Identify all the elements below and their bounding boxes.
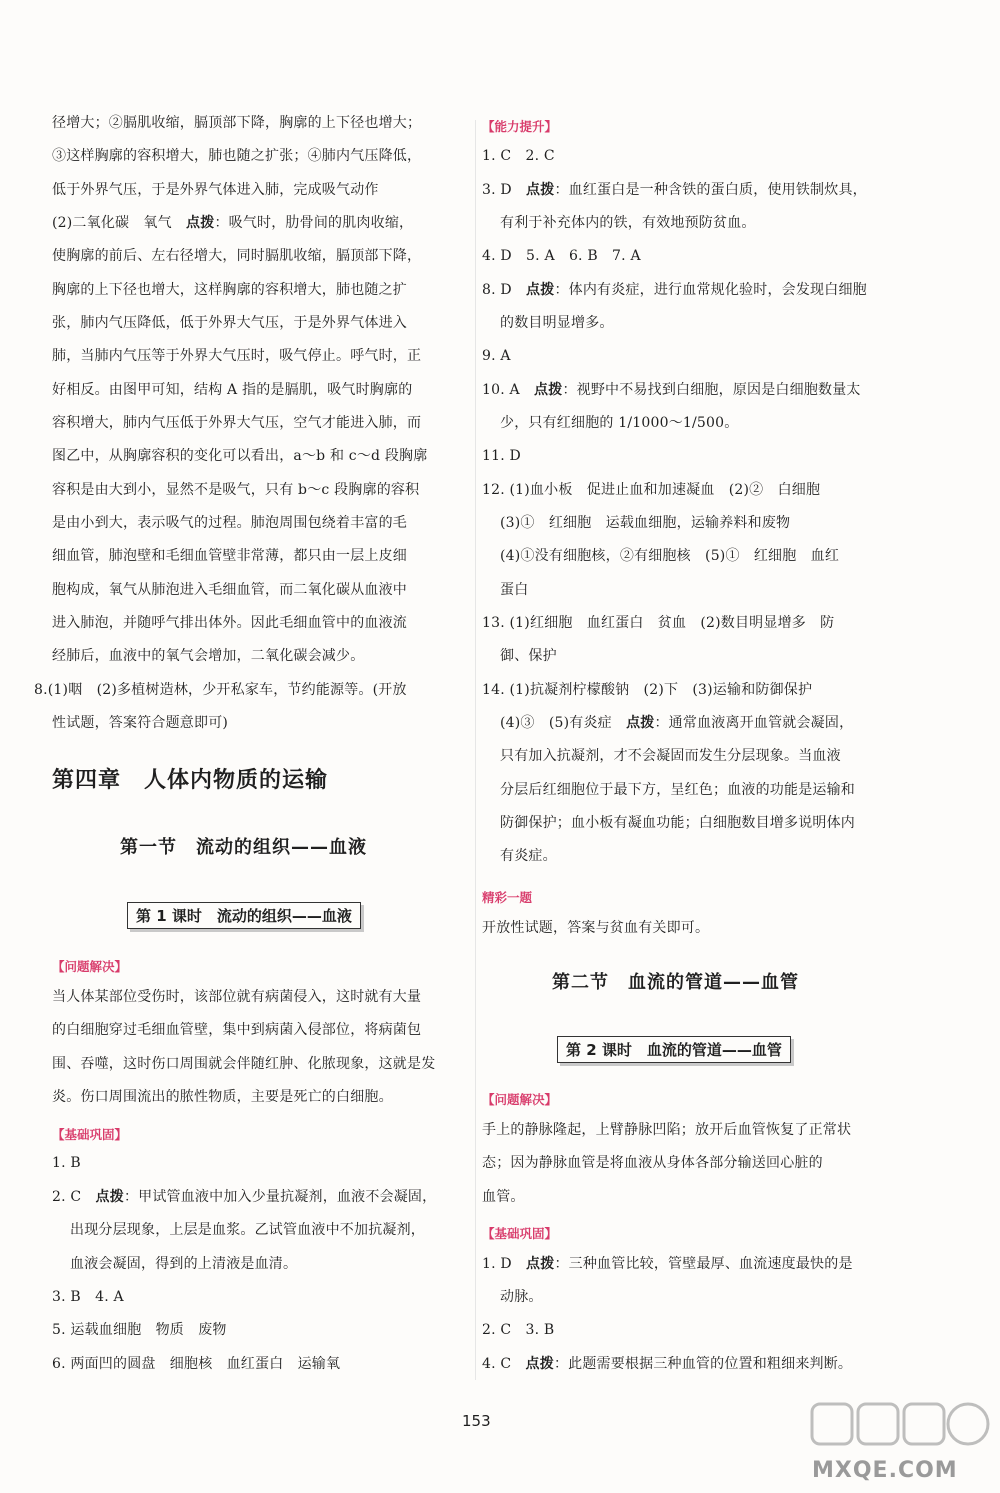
answer-line: 1. D 点拨：三种血管比较，管壁最厚、血流速度最快的是	[482, 1256, 853, 1272]
text-line: 血液会凝固，得到的上清液是血清。	[70, 1256, 298, 1272]
text-line: 动脉。	[500, 1289, 543, 1305]
section-title: 第二节 血流的管道——血管	[552, 972, 799, 993]
hint-keyword: 点拨	[626, 715, 655, 731]
answer-line: 9. A	[482, 348, 511, 364]
tag-featured-question: 精彩一题	[482, 890, 533, 905]
answer-line: 12. (1)血小板 促进止血和加速凝血 (2)② 白细胞	[482, 482, 821, 498]
answer-line: 2. C 3. B	[482, 1322, 555, 1338]
answer-line: 5. 运载血细胞 物质 废物	[52, 1322, 227, 1338]
text-line: 容积是由大到小，显然不是吸气，只有 b～c 段胸廓的容积	[52, 482, 420, 498]
answer-line: 13. (1)红细胞 血红蛋白 贫血 (2)数目明显增多 防	[482, 615, 835, 631]
text-line: 性试题，答案符合题意即可)	[52, 715, 229, 731]
text-line: 图乙中，从胸廓容积的变化可以看出，a～b 和 c～d 段胸廓	[52, 448, 428, 464]
tag-basic-consolidation: 【基础巩固】	[52, 1127, 128, 1142]
text-line: 胞构成，氧气从肺泡进入毛细血管，而二氧化碳从血液中	[52, 582, 407, 598]
text-line: 胸廓的上下径也增大，这样胸廓的容积增大，肺也随之扩	[52, 282, 407, 298]
answer-line: 1. B	[52, 1155, 81, 1171]
text-line: (2)二氧化碳 氧气 点拨：吸气时，肋骨间的肌肉收缩，	[52, 215, 414, 231]
text-line: 是由小到大，表示吸气的过程。肺泡周围包绕着丰富的毛	[52, 515, 407, 531]
text-line: ③这样胸廓的容积增大，肺也随之扩张；④肺内气压降低，	[52, 148, 422, 164]
text-line: 出现分层现象，上层是血浆。乙试管血液中不加抗凝剂，	[70, 1222, 425, 1238]
tag-basic-consolidation: 【基础巩固】	[482, 1226, 558, 1241]
text-line: 手上的静脉隆起，上臂静脉凹陷；放开后血管恢复了正常状	[482, 1122, 852, 1138]
hint-keyword: 点拨	[526, 182, 555, 198]
text-line: 御、保护	[500, 648, 557, 664]
tag-ability-improvement: 【能力提升】	[482, 119, 558, 134]
hint-keyword: 点拨	[534, 382, 563, 398]
text-line: 态；因为静脉血管是将血液从身体各部分输送回心脏的	[482, 1155, 823, 1171]
answer-line: 10. A 点拨：视野中不易找到白细胞，原因是白细胞数量太	[482, 382, 861, 398]
text-line: 张，肺内气压降低，低于外界大气压，于是外界气体进入	[52, 315, 407, 331]
column-divider	[475, 120, 476, 1380]
text-line: 炎。伤口周围流出的脓性物质，主要是死亡的白细胞。	[52, 1089, 393, 1105]
text-line: 开放性试题，答案与贫血有关即可。	[482, 920, 710, 936]
text-line: (3)① 红细胞 运载血细胞，运输养料和废物	[500, 515, 791, 531]
answer-line: 4. C 点拨：此题需要根据三种血管的位置和粗细来判断。	[482, 1356, 853, 1372]
text-line: 经肺后，血液中的氧气会增加，二氧化碳会减少。	[52, 648, 365, 664]
answer-line: 4. D 5. A 6. B 7. A	[482, 248, 641, 264]
hint-keyword: 点拨	[95, 1189, 124, 1205]
tag-problem-solving: 【问题解决】	[482, 1092, 558, 1107]
text-line: 血管。	[482, 1189, 525, 1205]
text-line: 细血管，肺泡壁和毛细血管壁非常薄，都只由一层上皮细	[52, 548, 407, 564]
text-line: 径增大；②膈肌收缩，膈顶部下降，胸廓的上下径也增大；	[52, 115, 422, 131]
answer-line: 14. (1)抗凝剂柠檬酸钠 (2)下 (3)运输和防御保护	[482, 682, 813, 698]
text-line: 少，只有红细胞的 1/1000～1/500。	[500, 415, 739, 431]
text-line: 使胸廓的前后、左右径增大，同时膈肌收缩，膈顶部下降，	[52, 248, 422, 264]
answer-line: 1. C 2. C	[482, 148, 555, 164]
text-line: 进入肺泡，并随呼气排出体外。因此毛细血管中的血液流	[52, 615, 407, 631]
answer-line: 3. D 点拨：血红蛋白是一种含铁的蛋白质，使用铁制炊具，	[482, 182, 867, 198]
hint-keyword: 点拨	[186, 215, 215, 231]
text-line: 分层后红细胞位于最下方，呈红色；血液的功能是运输和	[500, 782, 855, 798]
answer-line: 2. C 点拨：甲试管血液中加入少量抗凝剂，血液不会凝固，	[52, 1189, 437, 1205]
text-line: (4)①没有细胞核，②有细胞核 (5)① 红细胞 血红	[500, 548, 840, 564]
text-line: 低于外界气压，于是外界气体进入肺，完成吸气动作	[52, 182, 379, 198]
answer-line: 3. B 4. A	[52, 1289, 124, 1305]
text-line: 蛋白	[500, 582, 529, 598]
text-line: 围、吞噬，这时伤口周围就会伴随红肿、化脓现象，这就是发	[52, 1056, 436, 1072]
lesson-title: 第 2 课时 血流的管道——血管	[557, 1036, 791, 1063]
answer-line: 8.(1)咽 (2)多植树造林，少开私家车，节约能源等。(开放	[34, 682, 407, 698]
text-line: 有炎症。	[500, 848, 557, 864]
text-line: 有利于补充体内的铁，有效地预防贫血。	[500, 215, 756, 231]
chapter-title: 第四章 人体内物质的运输	[52, 768, 329, 793]
hint-keyword: 点拨	[526, 282, 555, 298]
answer-line: 8. D 点拨：体内有炎症，进行血常规化验时，会发现白细胞	[482, 282, 867, 298]
hint-keyword: 点拨	[526, 1256, 555, 1272]
hint-keyword: 点拨	[525, 1356, 554, 1372]
text-line: 当人体某部位受伤时，该部位就有病菌侵入，这时就有大量	[52, 989, 422, 1005]
text-line: 容积增大，肺内气压低于外界大气压，空气才能进入肺，而	[52, 415, 422, 431]
tag-problem-solving: 【问题解决】	[52, 959, 128, 974]
watermark-text: MXQE.COM	[812, 1458, 958, 1483]
text-line: 只有加入抗凝剂，才不会凝固而发生分层现象。当血液	[500, 748, 841, 764]
text-line: 好相反。由图甲可知，结构 A 指的是膈肌，吸气时胸廓的	[52, 382, 413, 398]
text-line: 的数目明显增多。	[500, 315, 614, 331]
answer-line: 6. 两面凹的圆盘 细胞核 血红蛋白 运输氧	[52, 1356, 341, 1372]
text-line: 肺，当肺内气压等于外界大气压时，吸气停止。呼气时，正	[52, 348, 422, 364]
text-line: 防御保护；血小板有凝血功能；白细胞数目增多说明体内	[500, 815, 855, 831]
lesson-title: 第 1 课时 流动的组织——血液	[127, 902, 361, 929]
section-title: 第一节 流动的组织——血液	[120, 837, 367, 858]
text-line: (4)③ (5)有炎症 点拨：通常血液离开血管就会凝固，	[500, 715, 854, 731]
answer-line: 11. D	[482, 448, 521, 464]
text-line: 的白细胞穿过毛细血管壁，集中到病菌入侵部位，将病菌包	[52, 1022, 422, 1038]
page-number: 153	[462, 1412, 491, 1430]
